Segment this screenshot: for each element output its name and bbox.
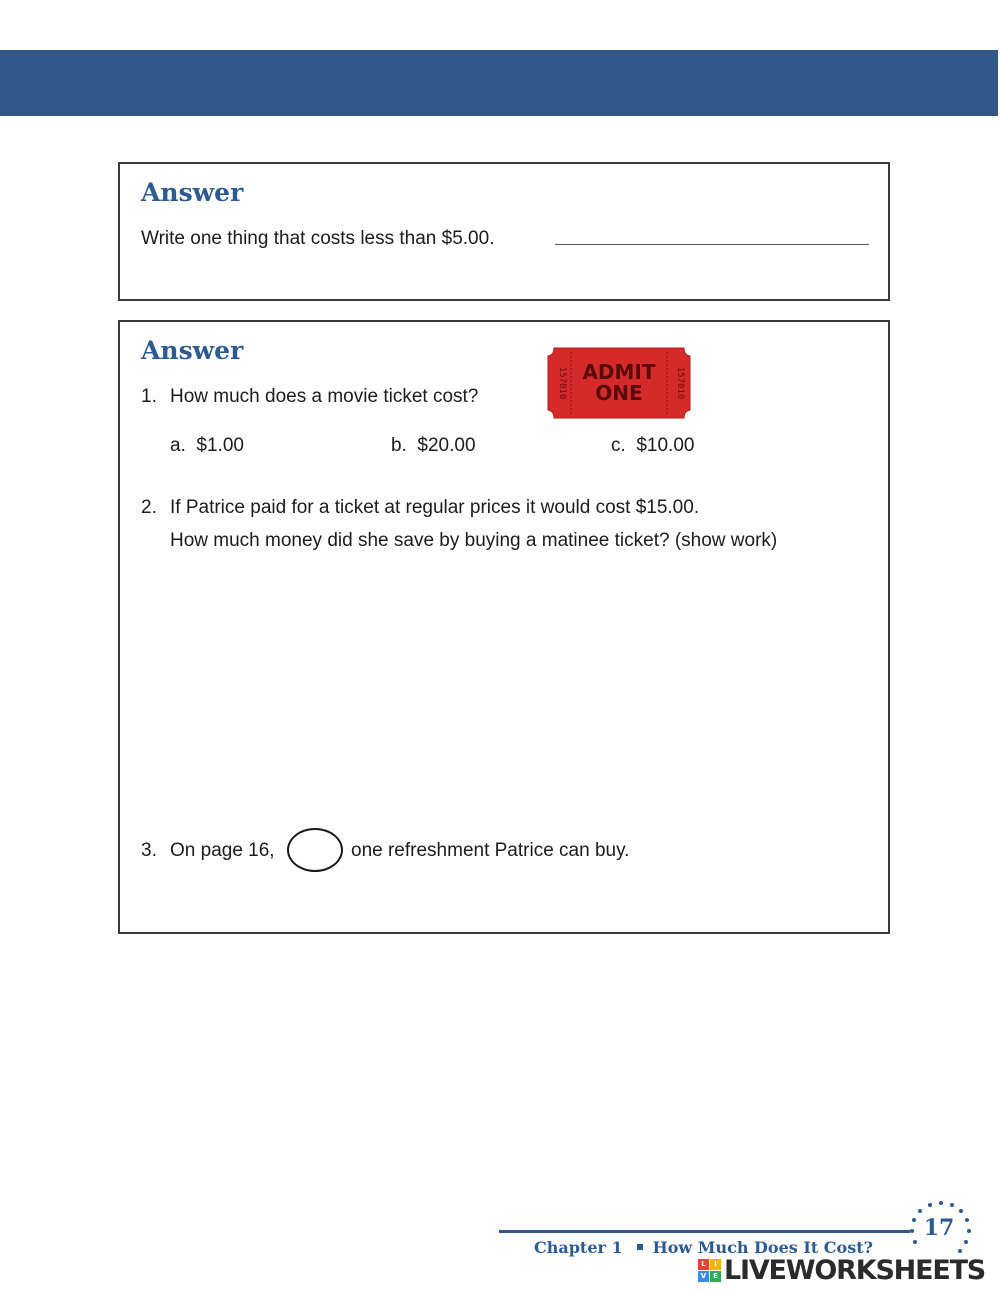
q1-option-a[interactable]	[170, 435, 244, 457]
answer-box-1	[118, 162, 890, 301]
footer-chapter-label: Chapter 1	[534, 1238, 623, 1257]
page-number: 17	[923, 1215, 955, 1241]
q3-text-before: On page 16,	[170, 840, 275, 861]
q1-number: 1.	[141, 386, 157, 407]
q2-line2: How much money did she save by buying a matinee ticket? (show work)	[170, 530, 778, 551]
logo-square-l: L	[698, 1259, 709, 1270]
liveworksheets-logo[interactable]	[698, 1256, 998, 1286]
ticket-one-text: ONE	[595, 381, 643, 405]
footer-rule	[499, 1230, 910, 1233]
q2-number: 2.	[141, 497, 157, 518]
q3-circle-blank[interactable]	[287, 828, 343, 872]
ticket-serial-right: 157010	[675, 366, 685, 400]
logo-squares-icon	[698, 1259, 722, 1283]
option-letter: c.	[611, 435, 626, 456]
q2-line1: If Patrice paid for a ticket at regular prices it would cost $15.00.	[170, 497, 700, 518]
option-letter: a.	[170, 435, 186, 456]
admit-one-ticket-image	[546, 346, 692, 420]
answer-heading: Answer	[141, 178, 244, 207]
logo-square-v: V	[698, 1271, 709, 1282]
footer-separator	[637, 1244, 643, 1250]
option-value: $20.00	[417, 435, 476, 456]
option-value: $1.00	[196, 435, 244, 456]
logo-square-e: E	[710, 1271, 721, 1282]
ticket-serial-left: 157010	[557, 366, 567, 400]
q3-text-after: one refreshment Patrice can buy.	[351, 840, 630, 861]
logo-square-i: I	[710, 1259, 721, 1270]
answer-prompt: Write one thing that costs less than $5.00.	[141, 228, 495, 249]
answer-heading: Answer	[141, 336, 244, 365]
option-letter: b.	[391, 435, 407, 456]
option-value: $10.00	[636, 435, 695, 456]
q3-number: 3.	[141, 840, 157, 861]
answer-blank-line[interactable]	[555, 244, 869, 245]
ticket-admit-text: ADMIT	[582, 360, 656, 384]
q1-text: How much does a movie ticket cost?	[170, 386, 479, 407]
header-band	[0, 50, 998, 116]
footer-chapter-title: How Much Does It Cost?	[652, 1238, 873, 1257]
answer-box-2	[118, 320, 890, 934]
logo-text: LIVEWORKSHEETS	[724, 1255, 986, 1286]
q1-option-b[interactable]	[391, 435, 476, 457]
q1-option-c[interactable]	[611, 435, 694, 457]
